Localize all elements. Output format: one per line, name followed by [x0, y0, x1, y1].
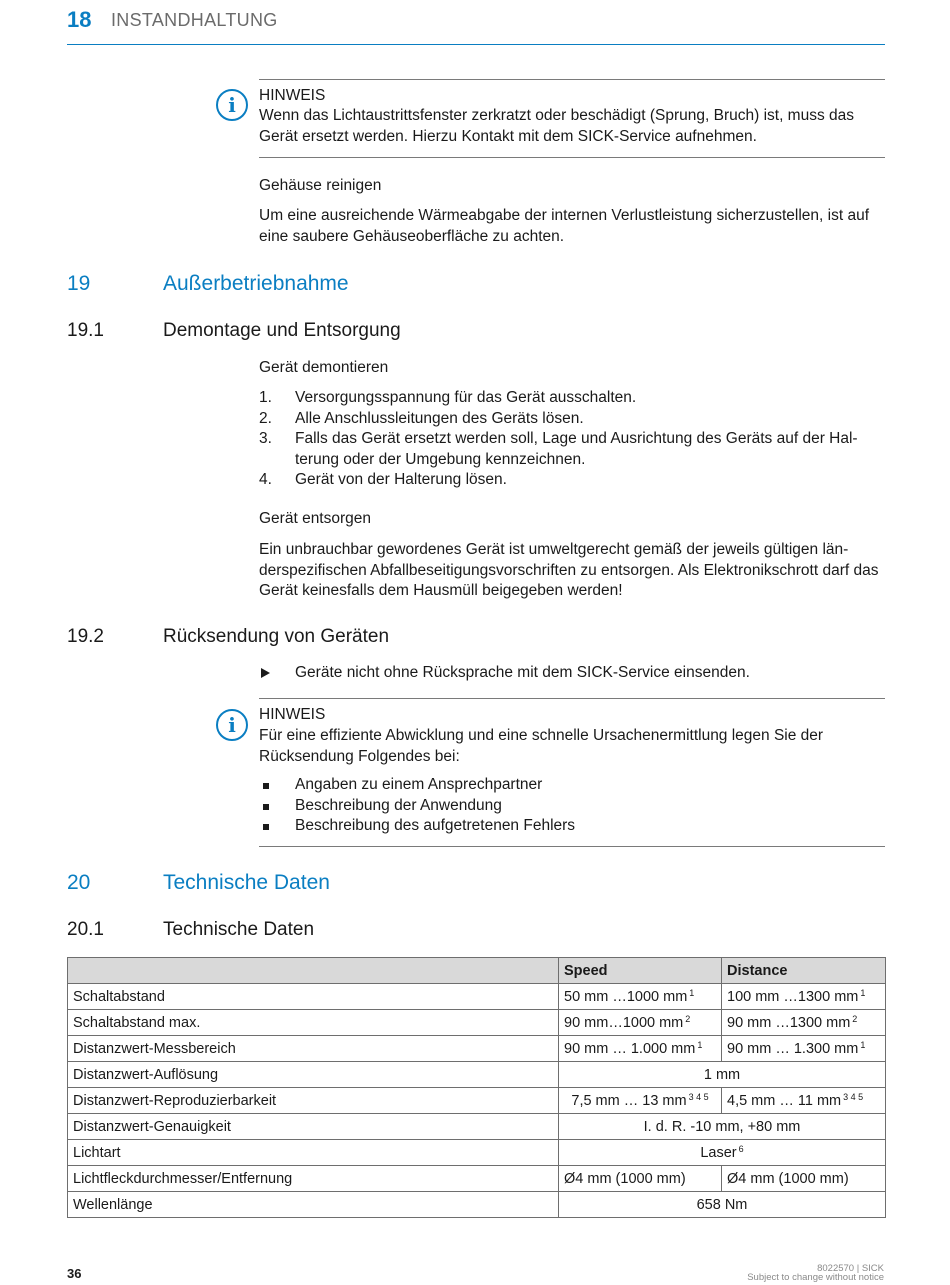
section-20-1-title: Technische Daten [163, 919, 315, 940]
section-19-number: 19 [67, 272, 91, 295]
dispose-text: Ein unbrauchbar gewordenes Gerät ist umweltgerecht gemäß der jeweils gültigen län-derspezifischen Abfallbeseitigungsvorschriften zu entsorgen. Als Elektronikschrott darf das Gerät keinesfalls dem Hausmüll beigegeben werden! [259, 541, 879, 599]
list-item: 4. Gerät von der Halterung lösen. [259, 471, 507, 488]
list-item: 3. Falls das Gerät ersetzt werden soll, Lage und Ausrichtung des Geräts auf der Hal-terung oder der Umgebung kennzeichnen. [259, 430, 858, 468]
list-item: Geräte nicht ohne Rücksprache mit dem SICK-Service einsenden. [259, 663, 885, 684]
dismount-steps [259, 388, 885, 491]
info-icon: i [216, 89, 248, 121]
header-divider [67, 44, 885, 45]
housing-heading: Gehäuse reinigen [259, 177, 382, 194]
info-icon: i [216, 709, 248, 741]
note-bottom-rule [259, 846, 885, 847]
table-header-row [68, 958, 886, 984]
chapter-title: INSTANDHALTUNG [111, 10, 278, 30]
list-item: Beschreibung des aufgetretenen Fehlers [259, 816, 885, 837]
table-header: Speed [559, 958, 722, 984]
note-title: HINWEIS [259, 706, 326, 723]
action-list [259, 663, 885, 684]
table-row: Schaltabstand 50 mm …1000 mm $^1$ 100 mm …1300 mm $^1$ [68, 984, 886, 1010]
section-20-number: 20 [67, 871, 91, 894]
table-row: Schaltabstand max. 90 mm…1000 mm $^2$ 90 mm …1300 mm $^2$ [68, 1010, 886, 1036]
page-number: 36 [67, 1266, 82, 1281]
housing-text: Um eine ausreichende Wärmeabgabe der internen Verlustleistung sicherzustellen, ist auf eine saubere Gehäuseoberfläche zu achten. [259, 207, 870, 245]
dismount-heading: Gerät demontieren [259, 359, 389, 376]
section-19-title: Außerbetriebnahme [163, 272, 349, 295]
note-bullets [259, 775, 885, 837]
section-19-1-title: Demontage und Entsorgung [163, 320, 401, 341]
table-row: Lichtart Laser $^6$ [68, 1140, 886, 1166]
footer-disclaimer: Subject to change without notice [747, 1272, 884, 1283]
note-top-rule [259, 79, 885, 80]
list-item: Beschreibung der Anwendung [259, 796, 885, 817]
note-title: HINWEIS [259, 87, 326, 104]
section-19-2-title: Rücksendung von Geräten [163, 626, 390, 647]
chapter-number: 18 [67, 7, 92, 32]
document-reference: 8022570 | SICK [817, 1263, 884, 1274]
table-row: Distanzwert-Genauigkeit I. d. R. -10 mm, +80 mm [68, 1114, 886, 1140]
note-top-rule [259, 698, 885, 699]
arrow-icon [261, 668, 270, 678]
list-item: 1. Versorgungsspannung für das Gerät ausschalten. [259, 389, 637, 406]
note-text: Für eine effiziente Abwicklung und eine schnelle Ursachenermittlung legen Sie der Rücksendung Folgendes bei: [259, 727, 824, 765]
technical-data-table [67, 957, 886, 1218]
section-19-2-number: 19.2 [67, 626, 104, 647]
dispose-heading: Gerät entsorgen [259, 510, 372, 527]
section-20-1-number: 20.1 [67, 919, 104, 940]
table-row: Distanzwert-Auflösung 1 mm [68, 1062, 886, 1088]
table-header [68, 958, 559, 984]
list-item: Angaben zu einem Ansprechpartner [259, 775, 885, 796]
table-row: Distanzwert-Reproduzierbarkeit 7,5 mm … 13 mm $^{3 4 5}$ 4,5 mm … 11 mm $^{3 4 5}$ [68, 1088, 886, 1114]
list-item: 2. Alle Anschlussleitungen des Geräts lösen. [259, 409, 584, 427]
note-bottom-rule [259, 157, 885, 158]
table-row: Wellenlänge 658 Nm [68, 1192, 886, 1218]
section-20-title: Technische Daten [163, 871, 330, 894]
table-row: Lichtfleckdurchmesser/Entfernung Ø4 mm (1000 mm) Ø4 mm (1000 mm) [68, 1166, 886, 1192]
section-19-1-number: 19.1 [67, 320, 104, 341]
table-row: Distanzwert-Messbereich 90 mm … 1.000 mm $^1$ 90 mm … 1.300 mm $^1$ [68, 1036, 886, 1062]
note-text: Wenn das Lichtaustrittsfenster zerkratzt oder beschädigt (Sprung, Bruch) ist, muss das Gerät ersetzt werden. Hierzu Kontakt mit dem SICK-Service aufnehmen. [259, 107, 855, 145]
table-header: Distance [722, 958, 886, 984]
